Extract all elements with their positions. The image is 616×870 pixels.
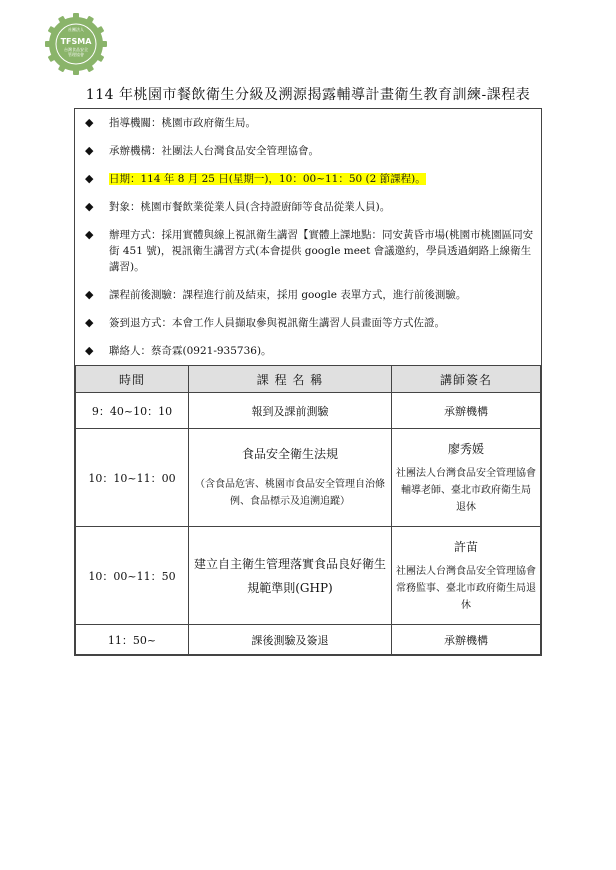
- time-cell: 11：50~: [76, 625, 189, 655]
- course-cell: 報到及課前測驗: [189, 393, 392, 429]
- diamond-bullet-icon: ◆: [85, 116, 94, 129]
- schedule-table: [75, 365, 541, 655]
- diamond-bullet-icon: ◆: [85, 288, 94, 301]
- info-text: 對象：桃園市餐飲業從業人員(含持證廚師等食品從業人員)。: [109, 201, 391, 213]
- info-text: 簽到退方式：本會工作人員擷取參與視訊衛生講習人員畫面等方式佐證。: [109, 317, 445, 329]
- svg-text:台灣食品安全: 台灣食品安全: [64, 47, 88, 52]
- info-item: [81, 171, 535, 187]
- info-item: [81, 315, 535, 331]
- svg-text:TFSMA: TFSMA: [60, 37, 92, 46]
- table-row: [76, 625, 541, 655]
- diamond-bullet-icon: ◆: [85, 344, 94, 357]
- lecturer-name: 許苗: [453, 539, 478, 554]
- course-cell: 建立自主衛生管理落實食品良好衛生規範準則(GHP): [189, 527, 392, 625]
- info-text-highlighted: 日期：114 年 8 月 25 日(星期一)，10：00~11：50 (2 節課程)。: [109, 173, 426, 185]
- info-list: [75, 109, 541, 365]
- course-document: [74, 108, 542, 656]
- info-text: 聯絡人：蔡奇霖(0921-935736)。: [109, 345, 272, 357]
- diamond-bullet-icon: ◆: [85, 316, 94, 329]
- info-text: 指導機關：桃園市政府衛生局。: [109, 117, 256, 129]
- course-subtitle: （含食品危害、桃園市食品安全管理自治條例、食品標示及追溯追蹤）: [195, 479, 385, 507]
- info-item: [81, 143, 535, 159]
- table-row: [76, 393, 541, 429]
- diamond-bullet-icon: ◆: [85, 172, 94, 185]
- info-text: 課程前後測驗：課程進行前及結束，採用 google 表單方式，進行前後測驗。: [109, 289, 467, 301]
- page-title: 114 年桃園市餐飲衛生分級及溯源揭露輔導計畫衛生教育訓練-課程表: [85, 87, 531, 103]
- info-text: 承辦機構：社團法人台灣食品安全管理協會。: [109, 145, 319, 157]
- lecturer-cell: 承辦機構: [392, 393, 541, 429]
- header-time: 時間: [76, 366, 189, 393]
- info-item: [81, 199, 535, 215]
- lecturer-title: 社團法人台灣食品安全管理協會常務監事、臺北市政府衛生局退休: [396, 565, 536, 611]
- info-text: 辦理方式：採用實體與線上視訊衛生講習【實體上課地點：同安黃昏市場(桃園市桃園區同安街 451 號)，視訊衛生講習方式(本會提供 google meet 會議邀約，學員透過網路上線衛生講習)。: [109, 229, 534, 273]
- info-item: [81, 343, 535, 359]
- lecturer-name: 廖秀媛: [447, 441, 484, 456]
- course-cell: 課後測驗及簽退: [189, 625, 392, 655]
- info-item: [81, 227, 535, 275]
- info-item: [81, 287, 535, 303]
- course-title: 食品安全衛生法規: [241, 447, 338, 461]
- tfsma-logo: [44, 12, 108, 76]
- diamond-bullet-icon: ◆: [85, 228, 94, 241]
- time-cell: 10：10~11：00: [76, 429, 189, 527]
- lecturer-title: 社團法人台灣食品安全管理協會輔導老師、臺北市政府衛生局 退休: [396, 467, 536, 513]
- time-cell: 9：40~10：10: [76, 393, 189, 429]
- diamond-bullet-icon: ◆: [85, 200, 94, 213]
- info-item: [81, 115, 535, 131]
- svg-text:管理協會: 管理協會: [68, 52, 84, 57]
- lecturer-cell: [392, 527, 541, 625]
- svg-text:社團法人: 社團法人: [68, 27, 84, 32]
- time-cell: 10：00~11：50: [76, 527, 189, 625]
- table-row: [76, 527, 541, 625]
- lecturer-cell: 承辦機構: [392, 625, 541, 655]
- course-cell: [189, 429, 392, 527]
- table-header-row: [76, 366, 541, 393]
- lecturer-cell: [392, 429, 541, 527]
- header-lecturer: 講師簽名: [392, 366, 541, 393]
- table-row: [76, 429, 541, 527]
- header-course: 課 程 名 稱: [189, 366, 392, 393]
- diamond-bullet-icon: ◆: [85, 144, 94, 157]
